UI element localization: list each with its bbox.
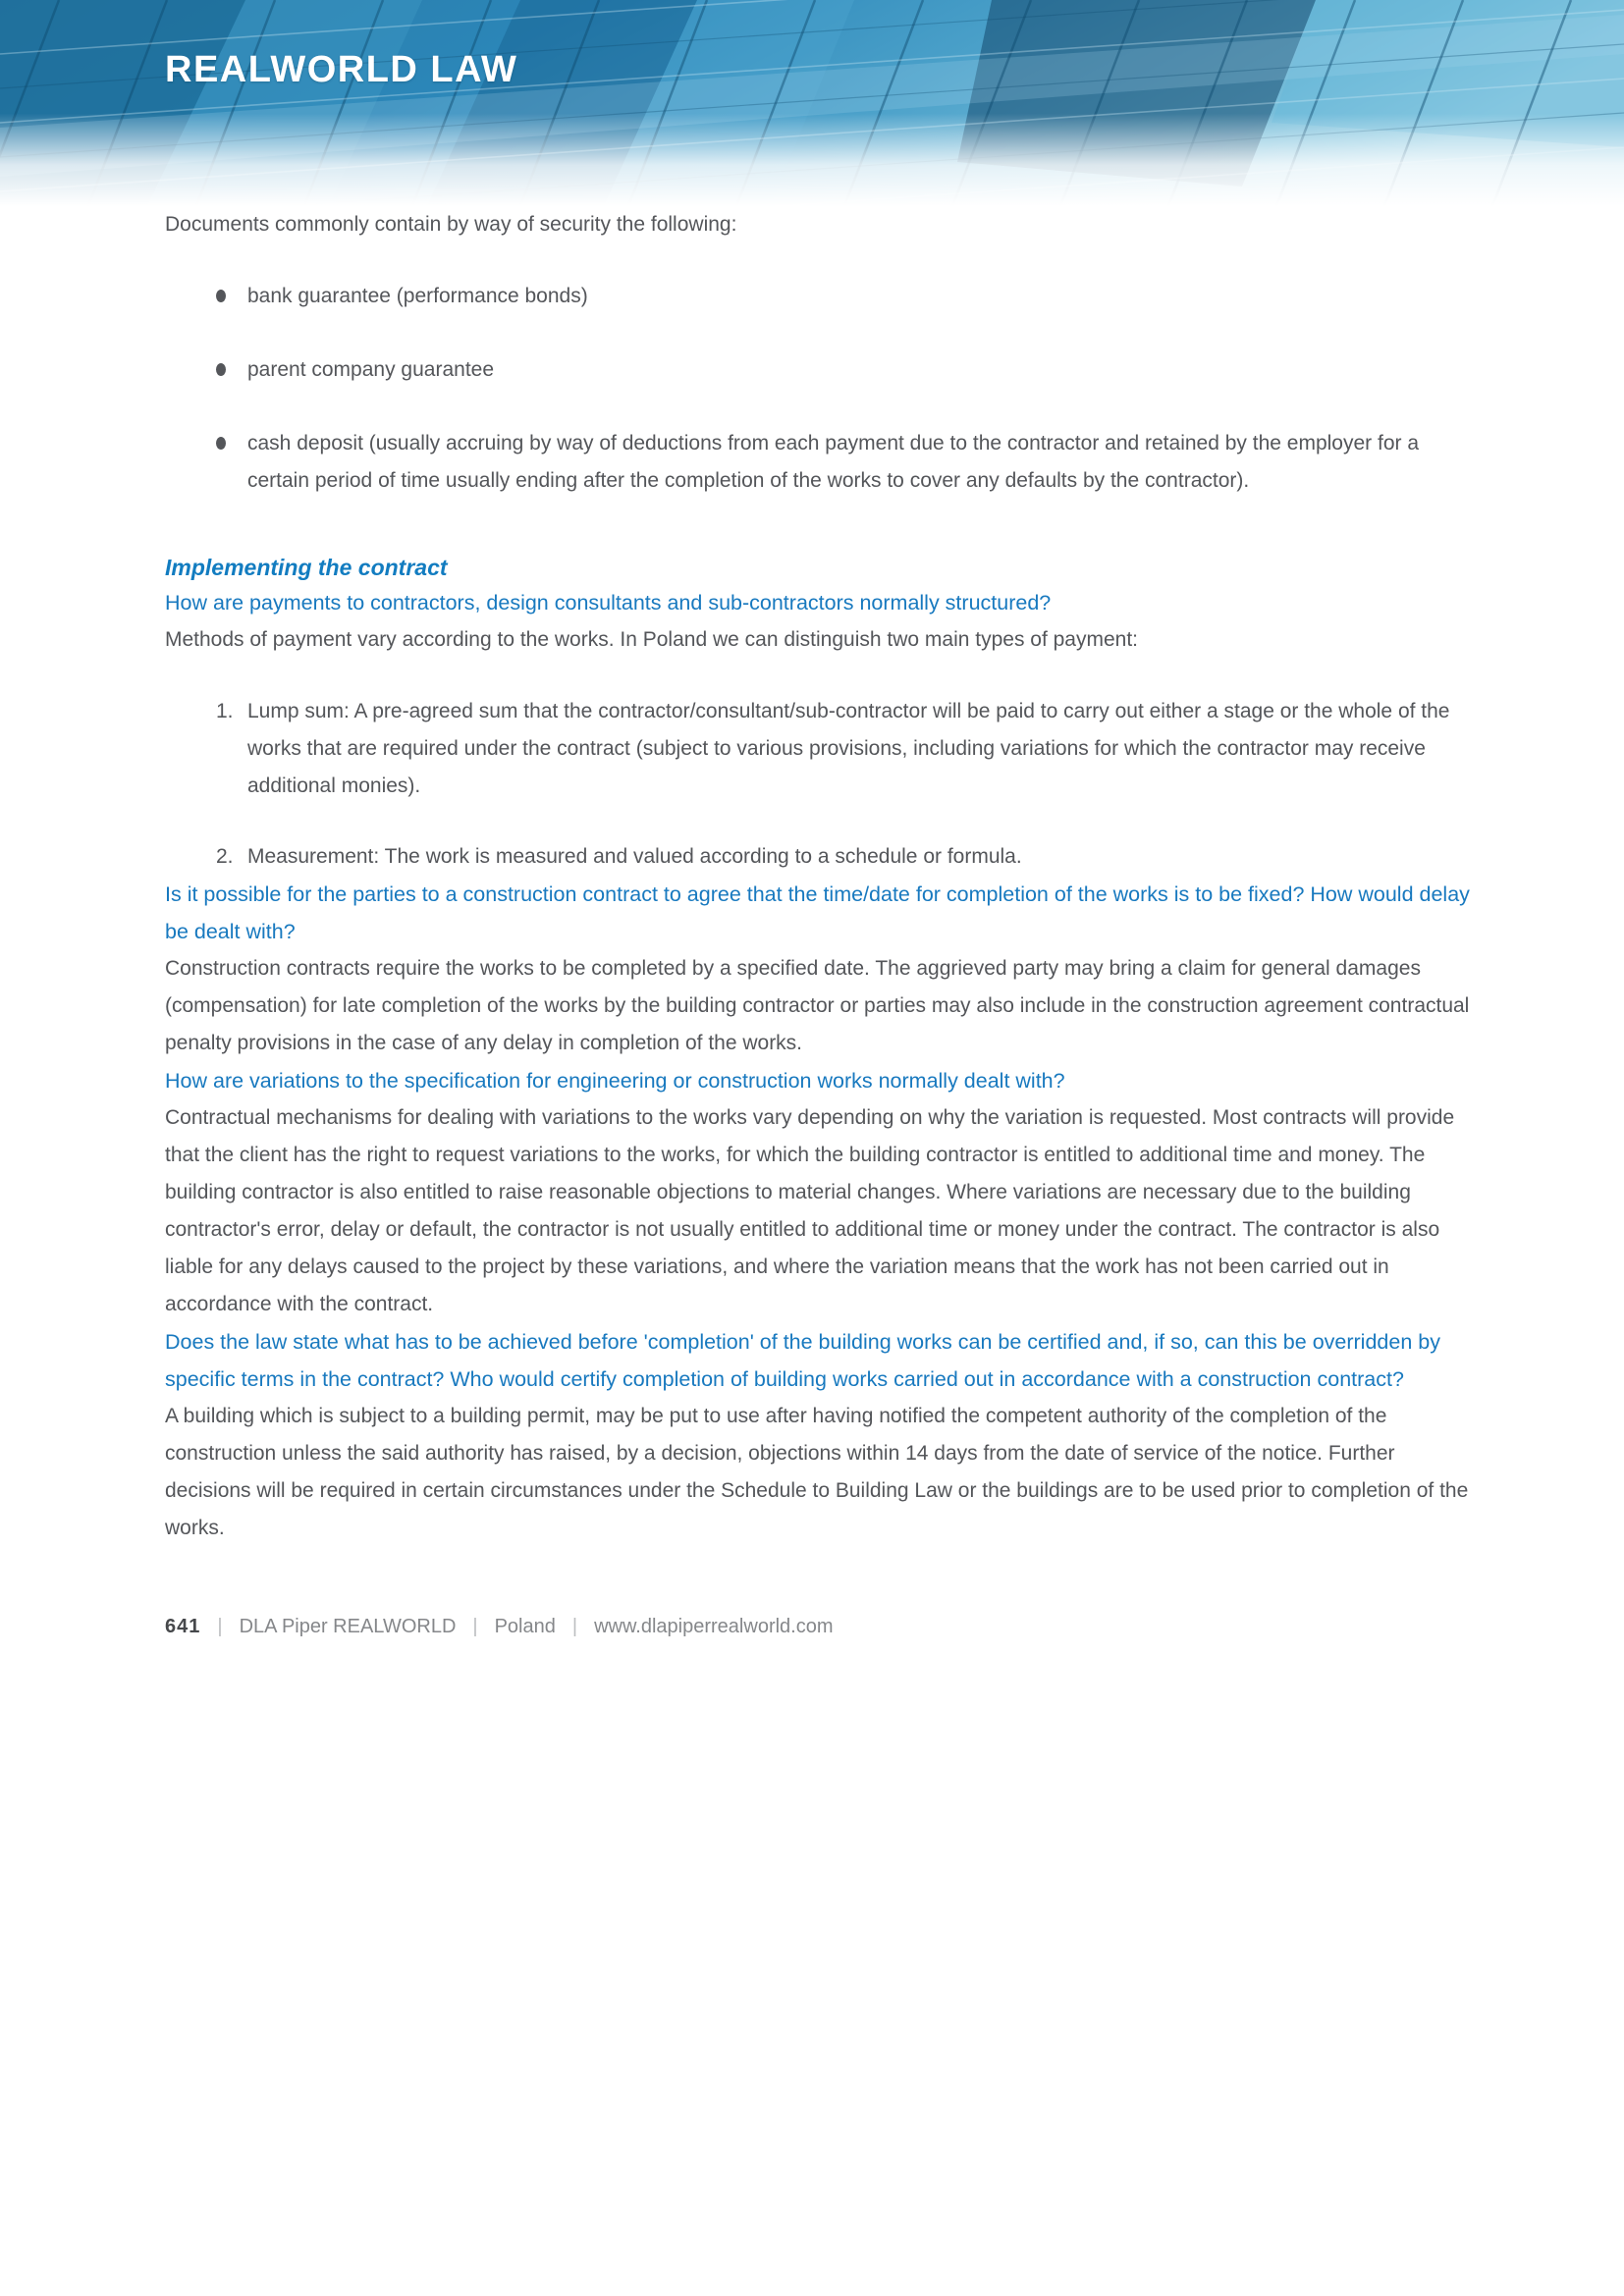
bullet-item-text: cash deposit (usually accruing by way of deductions from each payment due to the contractor and retained by the employer for a certain period of time usually ending after the completion of the works to cover any defaults by the contractor).	[247, 432, 1420, 492]
page-title: REALWORLD LAW	[165, 49, 518, 90]
question-heading: Does the law state what has to be achieved before 'completion' of the building works can be certified and, if so, can this be overridden by specific terms in the contract? Who would certify completion of building works carried out in accordance with a construction contract?	[165, 1330, 1440, 1391]
bullet-dot-icon	[216, 290, 226, 302]
footer-separator: |	[472, 1616, 478, 1637]
bullet-dot-icon	[216, 437, 226, 450]
answer-paragraph: Construction contracts require the works to be completed by a specified date. The aggrieved party may bring a claim for general damages (compensation) for late completion of the works by the building contractor or parties may also include in the construction agreement contractual penalty provisions in the case of any delay in completion of the works.	[165, 957, 1470, 1054]
bullet-item-text: parent company guarantee	[247, 358, 495, 381]
footer-separator: |	[571, 1616, 578, 1637]
item-number: 2.	[216, 845, 234, 868]
payment-types-list	[165, 693, 1477, 876]
page-footer	[165, 1616, 1624, 1638]
intro-paragraph: Documents commonly contain by way of security the following:	[165, 213, 737, 236]
section-heading: Implementing the contract	[165, 555, 448, 580]
answer-paragraph: Methods of payment vary according to the works. In Poland we can distinguish two main types of payment:	[165, 628, 1139, 651]
page-header-banner	[0, 0, 1624, 206]
page-number: 641	[165, 1616, 201, 1637]
footer-separator: |	[217, 1616, 223, 1637]
question-heading: How are variations to the specification for engineering or construction works normally dealt with?	[165, 1069, 1065, 1093]
glass-building-image	[0, 0, 1624, 206]
numbered-item-text: Measurement: The work is measured and valued according to a schedule or formula.	[247, 845, 1022, 868]
bullet-item	[165, 425, 1477, 500]
answer-paragraph: A building which is subject to a building permit, may be put to use after having notified the competent authority of the completion of the construction unless the said authority has raised, by a decision, objections within 14 days from the date of service of the notice. Further decisions will be required in certain circumstances under the Schedule to Building Law or the buildings are to be used prior to completion of the works.	[165, 1405, 1469, 1539]
bullet-item	[165, 351, 1477, 389]
security-bullet-list	[165, 278, 1477, 500]
question-heading: How are payments to contractors, design consultants and sub-contractors normally structured?	[165, 591, 1052, 614]
bullet-dot-icon	[216, 363, 226, 376]
bullet-item-text: bank guarantee (performance bonds)	[247, 285, 588, 307]
numbered-item	[165, 693, 1477, 805]
numbered-item	[165, 838, 1477, 876]
footer-region: Poland	[494, 1616, 556, 1637]
answer-paragraph: Contractual mechanisms for dealing with variations to the works vary depending on why the variation is requested. Most contracts will provide that the client has the right to request variations to the works, for which the building contractor is entitled to additional time and money. The building contractor is also entitled to raise reasonable objections to material changes. Where variations are necessary due to the building contractor's error, delay or default, the contractor is not usually entitled to additional time or money under the contract. The contractor is also liable for any delays caused to the project by these variations, and where the variation means that the work has not been carried out in accordance with the contract.	[165, 1106, 1455, 1315]
item-number: 1.	[216, 700, 234, 722]
question-heading: Is it possible for the parties to a construction contract to agree that the time/date for completion of the works is to be fixed? How would delay be dealt with?	[165, 882, 1470, 943]
bullet-item	[165, 278, 1477, 315]
document-body	[165, 206, 1477, 1547]
footer-website: www.dlapiperrealworld.com	[594, 1616, 834, 1637]
footer-brand: DLA Piper REALWORLD	[239, 1616, 457, 1637]
numbered-item-text: Lump sum: A pre-agreed sum that the contractor/consultant/sub-contractor will be paid to carry out either a stage or the whole of the works that are required under the contract (subject to various provisions, including variations for which the contractor may receive additional monies).	[247, 700, 1450, 797]
